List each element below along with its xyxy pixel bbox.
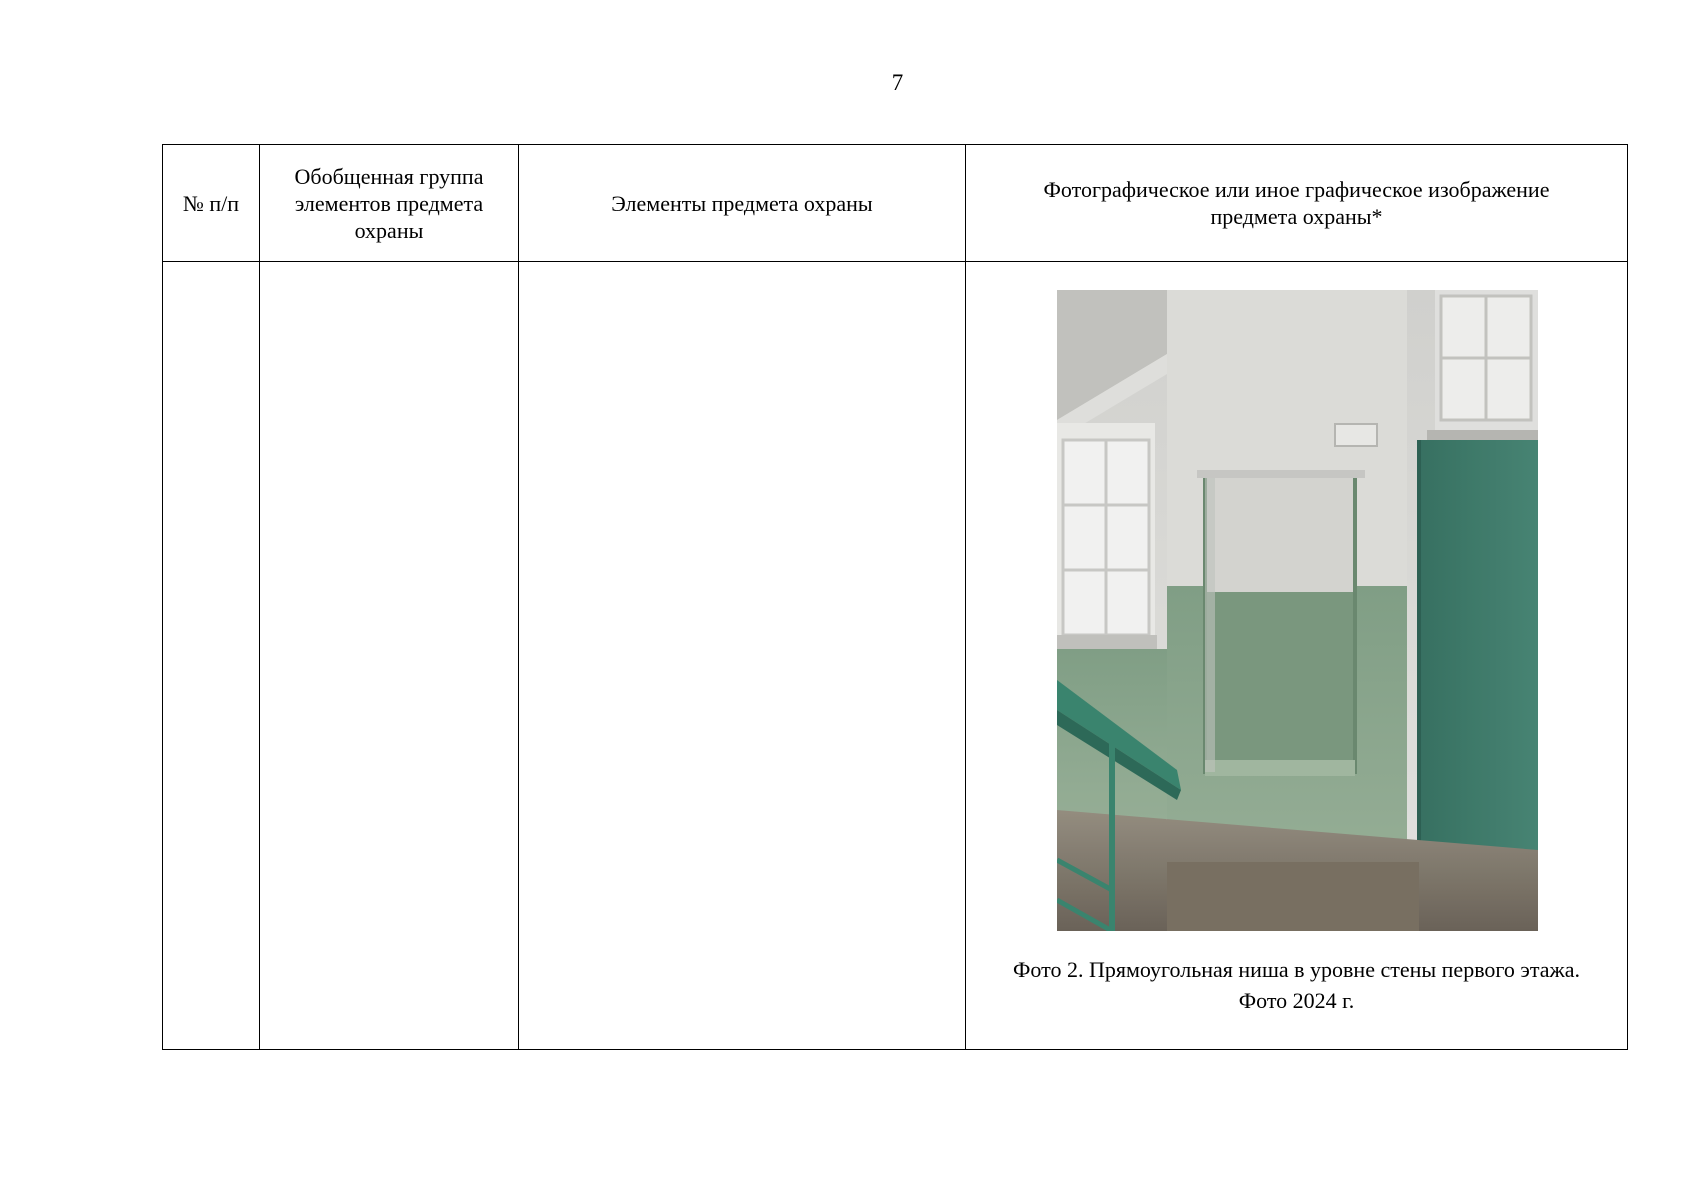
protection-elements-table <box>162 144 1628 1050</box>
table-row <box>163 262 1628 1050</box>
cell-group <box>260 262 519 1050</box>
header-num-label: № п/п <box>182 190 240 216</box>
page-number: 7 <box>891 70 904 95</box>
header-photo-label: Фотографическое или иное графическое изображение предмета охраны* <box>1043 177 1550 229</box>
header-group-label: Обобщенная группа элементов предмета охраны <box>294 163 484 243</box>
header-elements-label: Элементы предмета охраны <box>611 190 873 216</box>
header-num <box>163 145 260 262</box>
cell-photo <box>966 262 1628 1050</box>
photo-caption-line2: Фото 2024 г. <box>1238 988 1355 1013</box>
header-photo <box>966 145 1628 262</box>
cell-num <box>163 262 260 1050</box>
photo-caption-line1: Фото 2. Прямоугольная ниша в уровне стены первого этажа. <box>1013 957 1580 982</box>
photo-niche <box>1057 290 1538 931</box>
header-elements <box>519 145 966 262</box>
photo-caption <box>966 954 1627 1016</box>
table-header-row <box>163 145 1628 262</box>
cell-elements <box>519 262 966 1050</box>
header-group <box>260 145 519 262</box>
